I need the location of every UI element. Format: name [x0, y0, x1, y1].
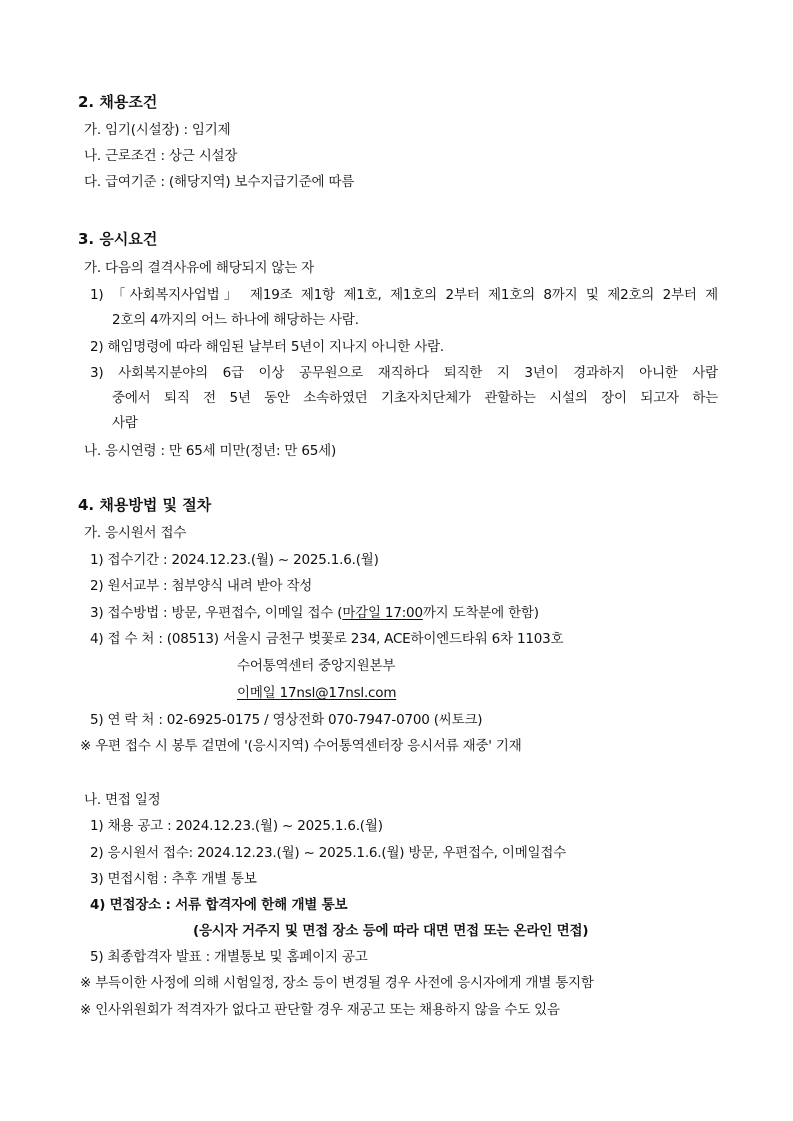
sec4-deadline: 마감일 17:00 — [342, 605, 423, 621]
sec4-interview-place-detail: (응시자 거주지 및 면접 장소 등에 따라 대면 면접 또는 온라인 면접) — [193, 923, 589, 939]
sec3-req3-line1: 3) 사회복지분야의 6급 이상 공무원으로 재직하다 퇴직한 지 3년이 경과하지 아니한 사람 — [90, 365, 718, 381]
sec4-method-tail: 까지 도착분에 한함) — [422, 605, 539, 621]
sec3-ga: 가. 다음의 결격사유에 해당되지 않는 자 — [84, 260, 315, 276]
section-3-title: 3. 응시요건 — [78, 230, 158, 248]
sec3-req3-line3: 사람 — [112, 415, 138, 431]
sec4-announce: 1) 채용 공고 : 2024.12.23.(월) ~ 2025.1.6.(월) — [90, 818, 383, 834]
sec4-email-link[interactable]: 이메일 17nsl@17nsl.com — [237, 685, 397, 701]
sec2-item-term: 가. 임기(시설장) : 임기제 — [84, 122, 231, 138]
section-2-title: 2. 채용조건 — [78, 93, 158, 111]
sec2-item-work-condition: 나. 근로조건 : 상근 시설장 — [84, 148, 238, 164]
sec4-postal-note: ※ 우편 접수 시 봉투 겉면에 '(응시지역) 수어통역센터장 응시서류 재중' 기재 — [80, 738, 522, 754]
sec3-req3-line2: 중에서 퇴직 전 5년 동안 소속하였던 기초자치단체가 관할하는 시설의 장이 되고자 하는 — [112, 390, 718, 406]
sec4-application: 2) 응시원서 접수: 2024.12.23.(월) ~ 2025.1.6.(월) 방문, 우편접수, 이메일접수 — [90, 845, 567, 861]
sec4-note-committee: ※ 인사위원회가 적격자가 없다고 판단할 경우 재공고 또는 채용하지 않을 수도 있음 — [80, 1002, 560, 1018]
sec4-ga: 가. 응시원서 접수 — [84, 525, 187, 541]
sec4-note-change: ※ 부득이한 사정에 의해 시험일정, 장소 등이 변경될 경우 사전에 응시자에게 개별 통지함 — [80, 975, 594, 991]
sec4-method — [90, 603, 539, 623]
sec4-na: 나. 면접 일정 — [84, 792, 161, 808]
sec3-age: 나. 응시연령 : 만 65세 미만(정년: 만 65세) — [84, 443, 337, 459]
sec4-form: 2) 원서교부 : 첨부양식 내려 받아 작성 — [90, 578, 313, 594]
sec4-final-announce: 5) 최종합격자 발표 : 개별통보 및 홈페이지 공고 — [90, 949, 368, 965]
sec3-req1-line2: 2호의 4까지의 어느 하나에 해당하는 사람. — [112, 312, 359, 328]
sec2-item-salary: 다. 급여기준 : (해당지역) 보수지급기준에 따름 — [84, 174, 355, 190]
sec3-req2: 2) 해임명령에 따라 해임된 날부터 5년이 지나지 아니한 사람. — [90, 339, 445, 355]
sec4-period: 1) 접수기간 : 2024.12.23.(월) ~ 2025.1.6.(월) — [90, 552, 379, 568]
sec3-req1-line1: 1) 「사회복지사업법」 제19조 제1항 제1호, 제1호의 2부터 제1호의 8까지 및 제2호의 2부터 제 — [90, 287, 718, 303]
sec4-interview-exam: 3) 면접시험 : 추후 개별 통보 — [90, 871, 257, 887]
sec4-interview-place: 4) 면접장소 : 서류 합격자에 한해 개별 통보 — [90, 897, 348, 913]
sec4-address-org: 수어통역센터 중앙지원본부 — [237, 658, 396, 674]
section-4-title: 4. 채용방법 및 절차 — [78, 496, 212, 514]
sec4-address: 4) 접 수 처 : (08513) 서울시 금천구 벚꽃로 234, ACE하이엔드타워 6차 1103호 — [90, 631, 564, 647]
sec4-contact: 5) 연 락 처 : 02-6925-0175 / 영상전화 070-7947-0700 (씨토크) — [90, 712, 483, 728]
sec4-method-label: 3) 접수방법 : 방문, 우편접수, 이메일 접수 ( — [90, 605, 343, 621]
